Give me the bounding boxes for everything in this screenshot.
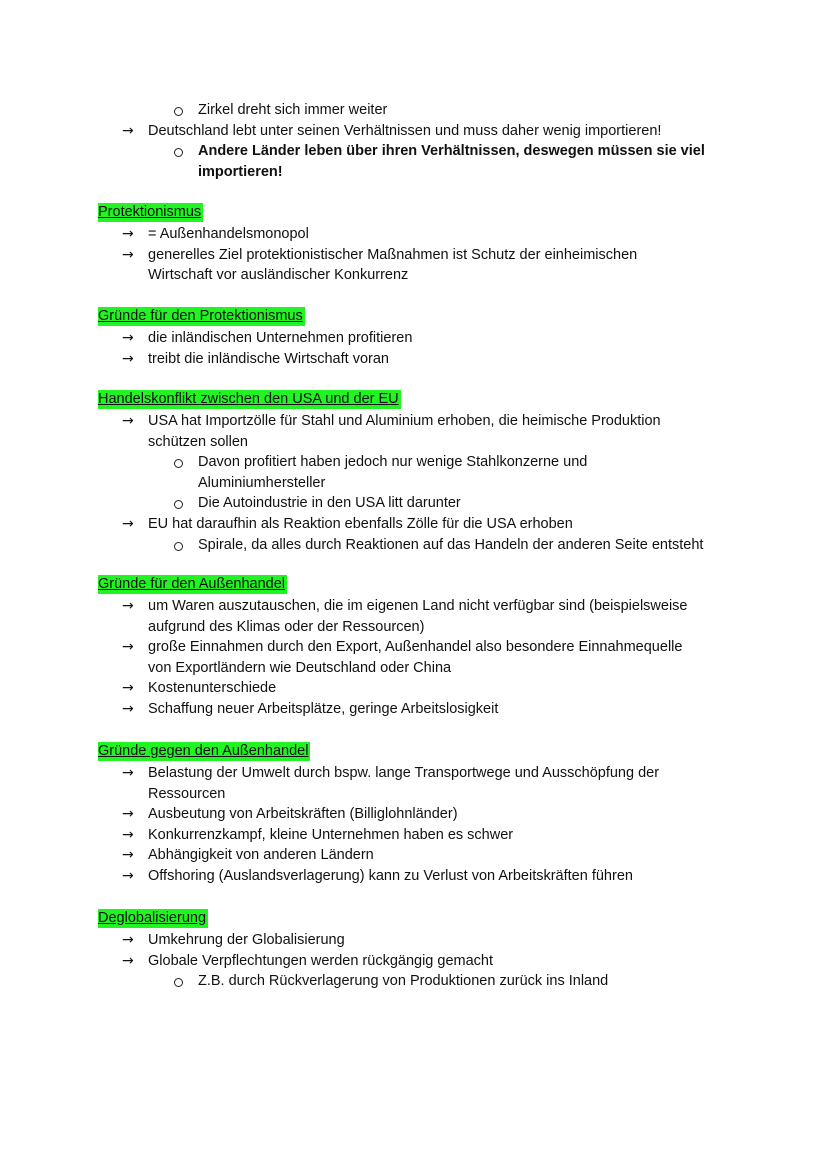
list-item-text: Wirtschaft vor ausländischer Konkurrenz bbox=[148, 267, 409, 284]
list-item-text: Umkehrung der Globalisierung bbox=[148, 932, 345, 948]
list-item-text: Ressourcen bbox=[148, 785, 226, 802]
arrow-icon: → bbox=[122, 246, 134, 263]
list-item-text: Spirale, da alles durch Reaktionen auf das Handeln der anderen Seite entsteht bbox=[198, 536, 704, 553]
section-heading: Gründe gegen den Außenhandel bbox=[98, 743, 309, 759]
list-item-text: Ausbeutung von Arbeitskräften (Billiglohnländer) bbox=[148, 806, 458, 823]
arrow-icon: → bbox=[122, 413, 134, 429]
arrow-icon: → bbox=[122, 330, 134, 346]
list-item-text: USA hat Importzölle für Stahl und Aluminium erhoben, die heimische Produktion bbox=[148, 413, 661, 429]
arrow-icon: → bbox=[122, 226, 134, 242]
list-item-text: Globale Verpflechtungen werden rückgängig gemacht bbox=[148, 952, 494, 969]
section-heading: Deglobalisierung bbox=[98, 910, 207, 926]
list-item-text: Abhängigkeit von anderen Ländern bbox=[148, 847, 374, 864]
list-item-text: Z.B. durch Rückverlagerung von Produktionen zurück ins Inland bbox=[198, 973, 609, 990]
section-heading: Gründe für den Außenhandel bbox=[98, 576, 286, 592]
list-item-text: Schaffung neuer Arbeitsplätze, geringe Arbeitslosigkeit bbox=[148, 701, 499, 717]
list-item-text: importieren! bbox=[198, 163, 283, 180]
circle-bullet-icon bbox=[174, 542, 183, 551]
list-item-text: Davon profitiert haben jedoch nur wenige Stahlkonzerne und bbox=[198, 454, 588, 471]
section-heading: Protektionismus bbox=[98, 204, 202, 220]
list-item-text: schützen sollen bbox=[148, 433, 248, 450]
list-item-text: Andere Länder leben über ihren Verhältnissen, deswegen müssen sie viel bbox=[198, 143, 705, 160]
list-item-text: Offshoring (Auslandsverlagerung) kann zu Verlust von Arbeitskräften führen bbox=[148, 868, 633, 884]
circle-bullet-icon bbox=[174, 459, 183, 468]
list-item-text: Konkurrenzkampf, kleine Unternehmen haben es schwer bbox=[148, 826, 514, 843]
list-item-text: treibt die inländische Wirtschaft voran bbox=[148, 350, 389, 367]
arrow-icon: → bbox=[122, 680, 134, 697]
arrow-icon: → bbox=[122, 952, 134, 969]
list-item-text: große Einnahmen durch den Export, Außenhandel also besondere Einnahmequelle bbox=[148, 639, 683, 656]
circle-bullet-icon bbox=[174, 978, 183, 987]
section-heading: Handelskonflikt zwischen den USA und der EU bbox=[98, 391, 399, 407]
arrow-icon: → bbox=[122, 932, 134, 948]
list-item-text: Die Autoindustrie in den USA litt darunter bbox=[198, 495, 461, 512]
circle-bullet-icon bbox=[174, 148, 183, 157]
circle-bullet-icon bbox=[174, 500, 183, 509]
circle-bullet-icon bbox=[174, 107, 183, 116]
list-item-text: um Waren auszutauschen, die im eigenen Land nicht verfügbar sind (beispielsweise bbox=[148, 598, 688, 614]
arrow-icon: → bbox=[122, 122, 134, 139]
list-item-text: von Exportländern wie Deutschland oder China bbox=[148, 659, 452, 676]
arrow-icon: → bbox=[122, 701, 134, 717]
arrow-icon: → bbox=[122, 868, 134, 884]
list-item-text: die inländischen Unternehmen profitieren bbox=[148, 330, 413, 346]
list-item-text: Kostenunterschiede bbox=[148, 680, 277, 697]
list-item-text: Aluminiumhersteller bbox=[198, 474, 326, 491]
arrow-icon: → bbox=[122, 516, 134, 532]
arrow-icon: → bbox=[122, 806, 134, 823]
list-item-text: EU hat daraufhin als Reaktion ebenfalls Zölle für die USA erhoben bbox=[148, 516, 573, 532]
arrow-icon: → bbox=[122, 847, 134, 864]
list-item-text: = Außenhandelsmonopol bbox=[148, 226, 309, 242]
arrow-icon: → bbox=[122, 350, 134, 367]
list-item-text: Zirkel dreht sich immer weiter bbox=[198, 102, 388, 118]
list-item-text: generelles Ziel protektionistischer Maßnahmen ist Schutz der einheimischen bbox=[148, 246, 638, 263]
list-item-text: Belastung der Umwelt durch bspw. lange Transportwege und Ausschöpfung der bbox=[148, 765, 660, 781]
section-heading: Gründe für den Protektionismus bbox=[98, 308, 303, 324]
list-item-text: Deutschland lebt unter seinen Verhältnissen und muss daher wenig importieren! bbox=[148, 122, 662, 139]
list-item-text: aufgrund des Klimas oder der Ressourcen) bbox=[148, 618, 425, 635]
arrow-icon: → bbox=[122, 598, 134, 614]
arrow-icon: → bbox=[122, 826, 134, 843]
arrow-icon: → bbox=[122, 765, 134, 781]
arrow-icon: → bbox=[122, 639, 134, 656]
